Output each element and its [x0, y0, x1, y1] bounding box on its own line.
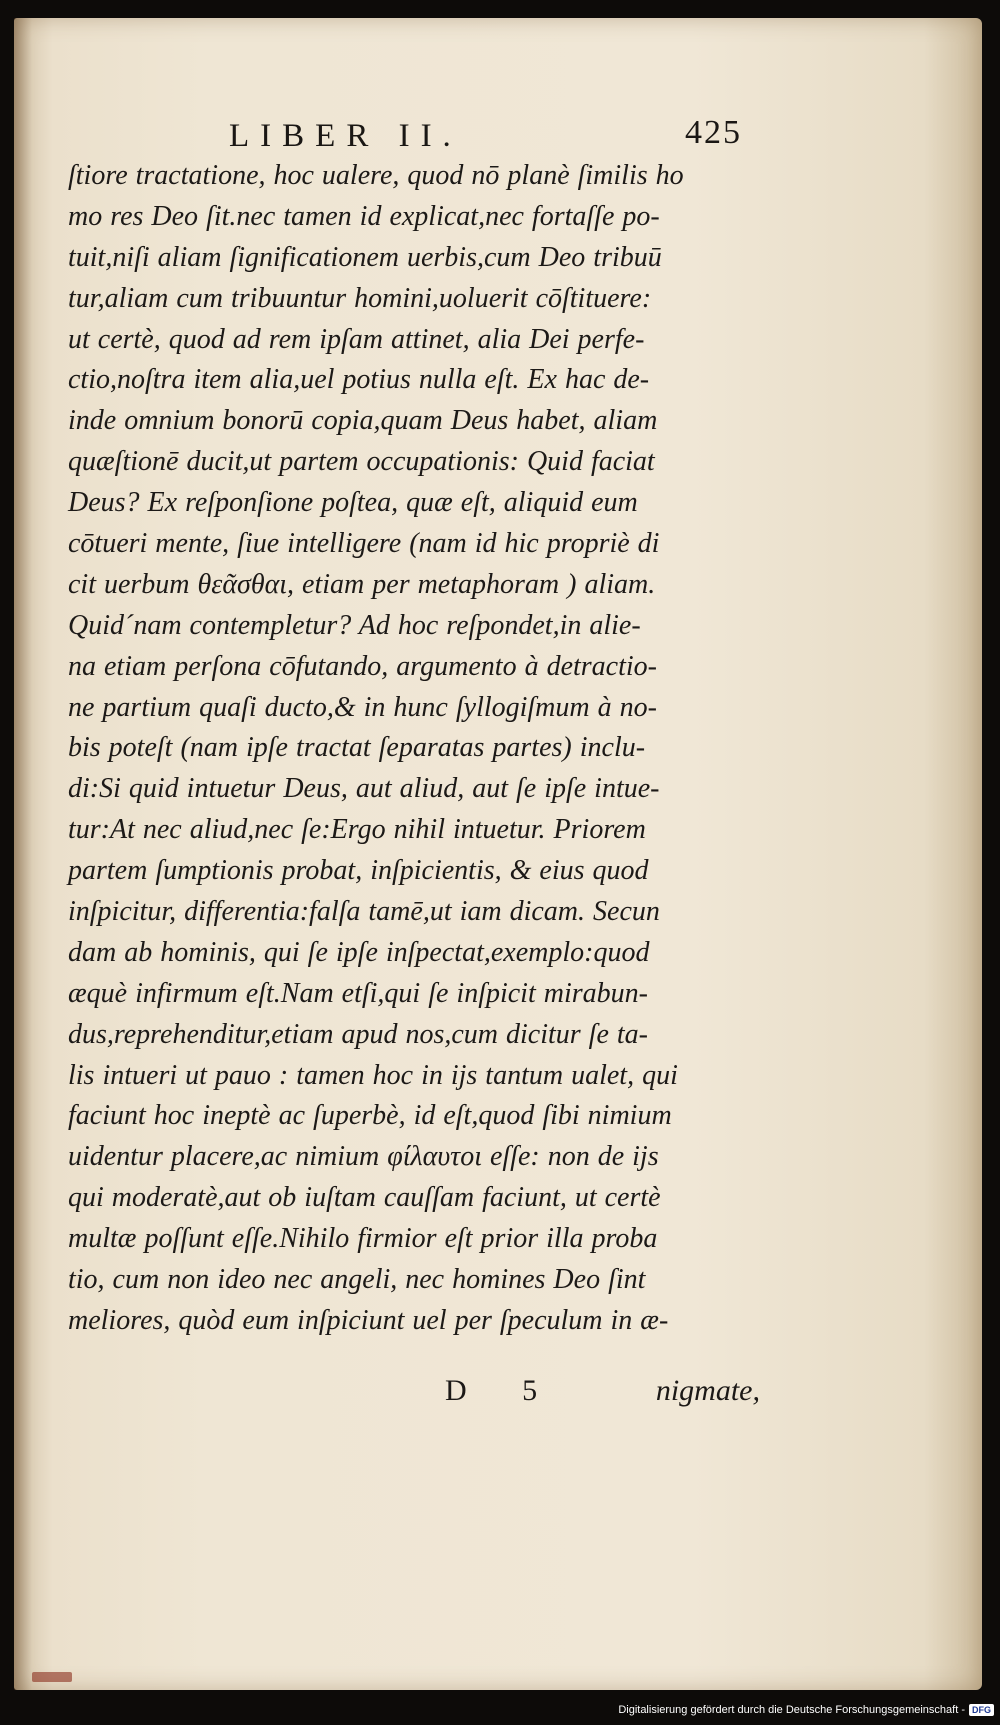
text-line: ctio,noſtra item alia,uel potius nulla eſt. Ex hac de-	[68, 364, 650, 396]
text-line: uidentur placere,ac nimium φίλαυτοι eſſe: non de ijs	[68, 1141, 659, 1173]
text-line: Quid´nam contempletur? Ad hoc reſpondet,in alie-	[68, 609, 641, 641]
text-line: dam ab hominis, qui ſe ipſe inſpectat,exemplo:quod	[68, 936, 650, 968]
text-line: bis poteſt (nam ipſe tractat ſeparatas partes) inclu-	[68, 732, 646, 764]
text-line: tio, cum non ideo nec angeli, nec homines Deo ſint	[68, 1264, 646, 1296]
text-line: ut certè, quod ad rem ipſam attinet, alia Dei perfe-	[68, 323, 645, 355]
text-line: tur,aliam cum tribuuntur homini,uoluerit cōſtituere:	[68, 282, 652, 314]
text-line: di:Si quid intuetur Deus, aut aliud, aut ſe ipſe intue-	[68, 773, 660, 805]
page-number: 425	[685, 114, 742, 151]
text-line: quæſtionē ducit,ut partem occupationis: Quid faciat	[68, 446, 655, 478]
signature-mark: D 5	[445, 1374, 562, 1407]
text-line: lis intueri ut pauo : tamen hoc in ijs tantum ualet, qui	[68, 1059, 678, 1091]
text-line: cōtueri mente, ſiue intelligere (nam id hic propriè di	[68, 528, 660, 560]
book-page	[14, 18, 982, 1690]
text-line: inſpicitur, differentia:falſa tamē,ut iam dicam. Secun	[68, 896, 660, 928]
text-line: ſtiore tractatione, hoc ualere, quod nō planè ſimilis ho	[68, 160, 684, 191]
text-line: multæ poſſunt eſſe.Nihilo firmior eſt prior illa proba	[68, 1223, 658, 1255]
body-text	[68, 156, 758, 1342]
text-line: tuit,niſi aliam ſignificationem uerbis,cum Deo tribuū	[68, 241, 662, 273]
text-line: æquè infirmum eſt.Nam etſi,qui ſe inſpicit mirabun-	[68, 977, 648, 1009]
text-line: faciunt hoc ineptè ac ſuperbè, id eſt,quod ſibi nimium	[68, 1100, 672, 1132]
text-line: cit uerbum θεᾶσθαι, etiam per metaphoram ) aliam.	[68, 568, 656, 600]
red-stain	[32, 1672, 72, 1682]
catchword: nigmate,	[655, 1374, 760, 1407]
text-line: dus,reprehenditur,etiam apud nos,cum dicitur ſe ta-	[68, 1018, 648, 1050]
text-line: na etiam perſona cōfutando, argumento à detractio-	[68, 650, 657, 682]
text-line: qui moderatè,aut ob iuſtam cauſſam faciunt, ut certè	[68, 1182, 661, 1214]
text-line: Deus? Ex reſponſione poſtea, quæ eſt, aliquid eum	[68, 487, 638, 519]
text-line: tur:At nec aliud,nec ſe:Ergo nihil intuetur. Priorem	[68, 814, 646, 846]
dfg-logo: DFG	[969, 1704, 994, 1716]
text-line: meliores, quòd eum inſpiciunt uel per ſpeculum in æ-	[68, 1304, 669, 1336]
signature-line	[68, 1374, 758, 1414]
running-head: LIBER II.	[229, 118, 462, 154]
digitization-footer	[618, 1698, 994, 1722]
text-line: mo res Deo ſit.nec tamen id explicat,nec fortaſſe po-	[68, 200, 660, 232]
text-line: inde omnium bonorū copia,quam Deus habet, aliam	[68, 405, 658, 437]
footer-text: Digitalisierung gefördert durch die Deutsche Forschungsgemeinschaft -	[618, 1704, 965, 1716]
text-line: ne partium quaſi ducto,& in hunc ſyllogiſmum à no-	[68, 691, 657, 723]
text-line: partem ſumptionis probat, inſpicientis, & eius quod	[68, 855, 649, 887]
